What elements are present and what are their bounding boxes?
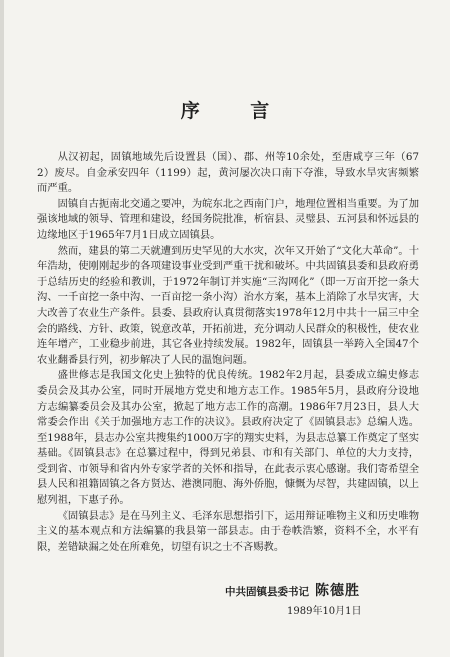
paragraph-3: 然而，建县的第二天就遭到历史罕见的大水灾，次年又开始了“文化大革命”。十年浩劫，使刚刚起步的各项建设事业受到严重干扰和破坏。中共固镇县委和县政府勇于总结历史的经验和教训，于1972年制订并实施“三沟网化”（即一万亩开挖一条大沟、一千亩挖一条中沟、一百亩挖一条小沟）治水方案，基本上消除了水旱灾害，大大改善了农业生产条件。县委、县政府认真贯彻落实1978年12月中共十一届三中全会的路线、方针、政策，锐意改革，开拓前进，充分调动人民群众的积极性，使农业连年增产，工业稳步前进，其它各业持续发展。1982年，固镇县一举跨入全国47个农业翻番县行列，初步解决了人民的温饱问题。: [37, 244, 419, 366]
paragraph-5: 《固镇县志》是在马列主义、毛泽东思想指引下，运用辩证唯物主义和历史唯物主义的基本观点和方法编纂的我县第一部县志。由于卷帙浩繁，资料不全，水平有限，差错缺漏之处在所难免，切望有识之士不吝赐教。: [37, 509, 419, 553]
signature-date: 1989年10月1日: [287, 606, 362, 617]
paragraph-2: 固镇自古扼南北交通之要冲，为皖东北之西南门户，地理位置相当重要。为了加强该地域的领导、管理和建设，经国务院批准，析宿县、灵璧县、五河县和怀远县的边缘地区于1965年7月1日成立固镇县。: [37, 197, 419, 241]
signature-title: 中共固镇县委书记: [225, 586, 309, 598]
paragraph-1: 从汉初起，固镇地域先后设置县（国）、郡、州等10余处，至唐咸亨三年（672）废尽。自金承安四年（1199）起，黄河屡次决口南下夺淮，导致水旱灾害频繁而严重。: [37, 151, 419, 195]
page-title: 序 言: [180, 100, 292, 122]
signature-name: 陈德胜: [315, 583, 360, 599]
preface-body: [37, 150, 419, 555]
paragraph-4: 盛世修志是我国文化史上独特的优良传统。1982年2月起，县委成立编史修志委员会及其办公室，同时开展地方党史和地方志工作。1985年5月，县政府分设地方志编纂委员会及其办公室，掀起了地方志工作的高潮。1986年7月23日，县人大常委会作出《关于加强地方志工作的决议》。县政府决定了《固镇县志》总编人选。至1988年，县志办公室共搜集约1000万字的翔实史料，为县志总纂工作奠定了坚实基础。《固镇县志》在总纂过程中，得到兄弟县、市和有关部门、单位的大力支持，受到省、市领导和省内外专家学者的关怀和指导，在此表示衷心感谢。我们寄希望全县人民和祖籍固镇之各方贤达、港澳同胞、海外侨胞，慷慨为尽智，共建固镇，以上慰列祖，下惠子孙。: [37, 369, 419, 507]
signature-block: [225, 580, 425, 617]
